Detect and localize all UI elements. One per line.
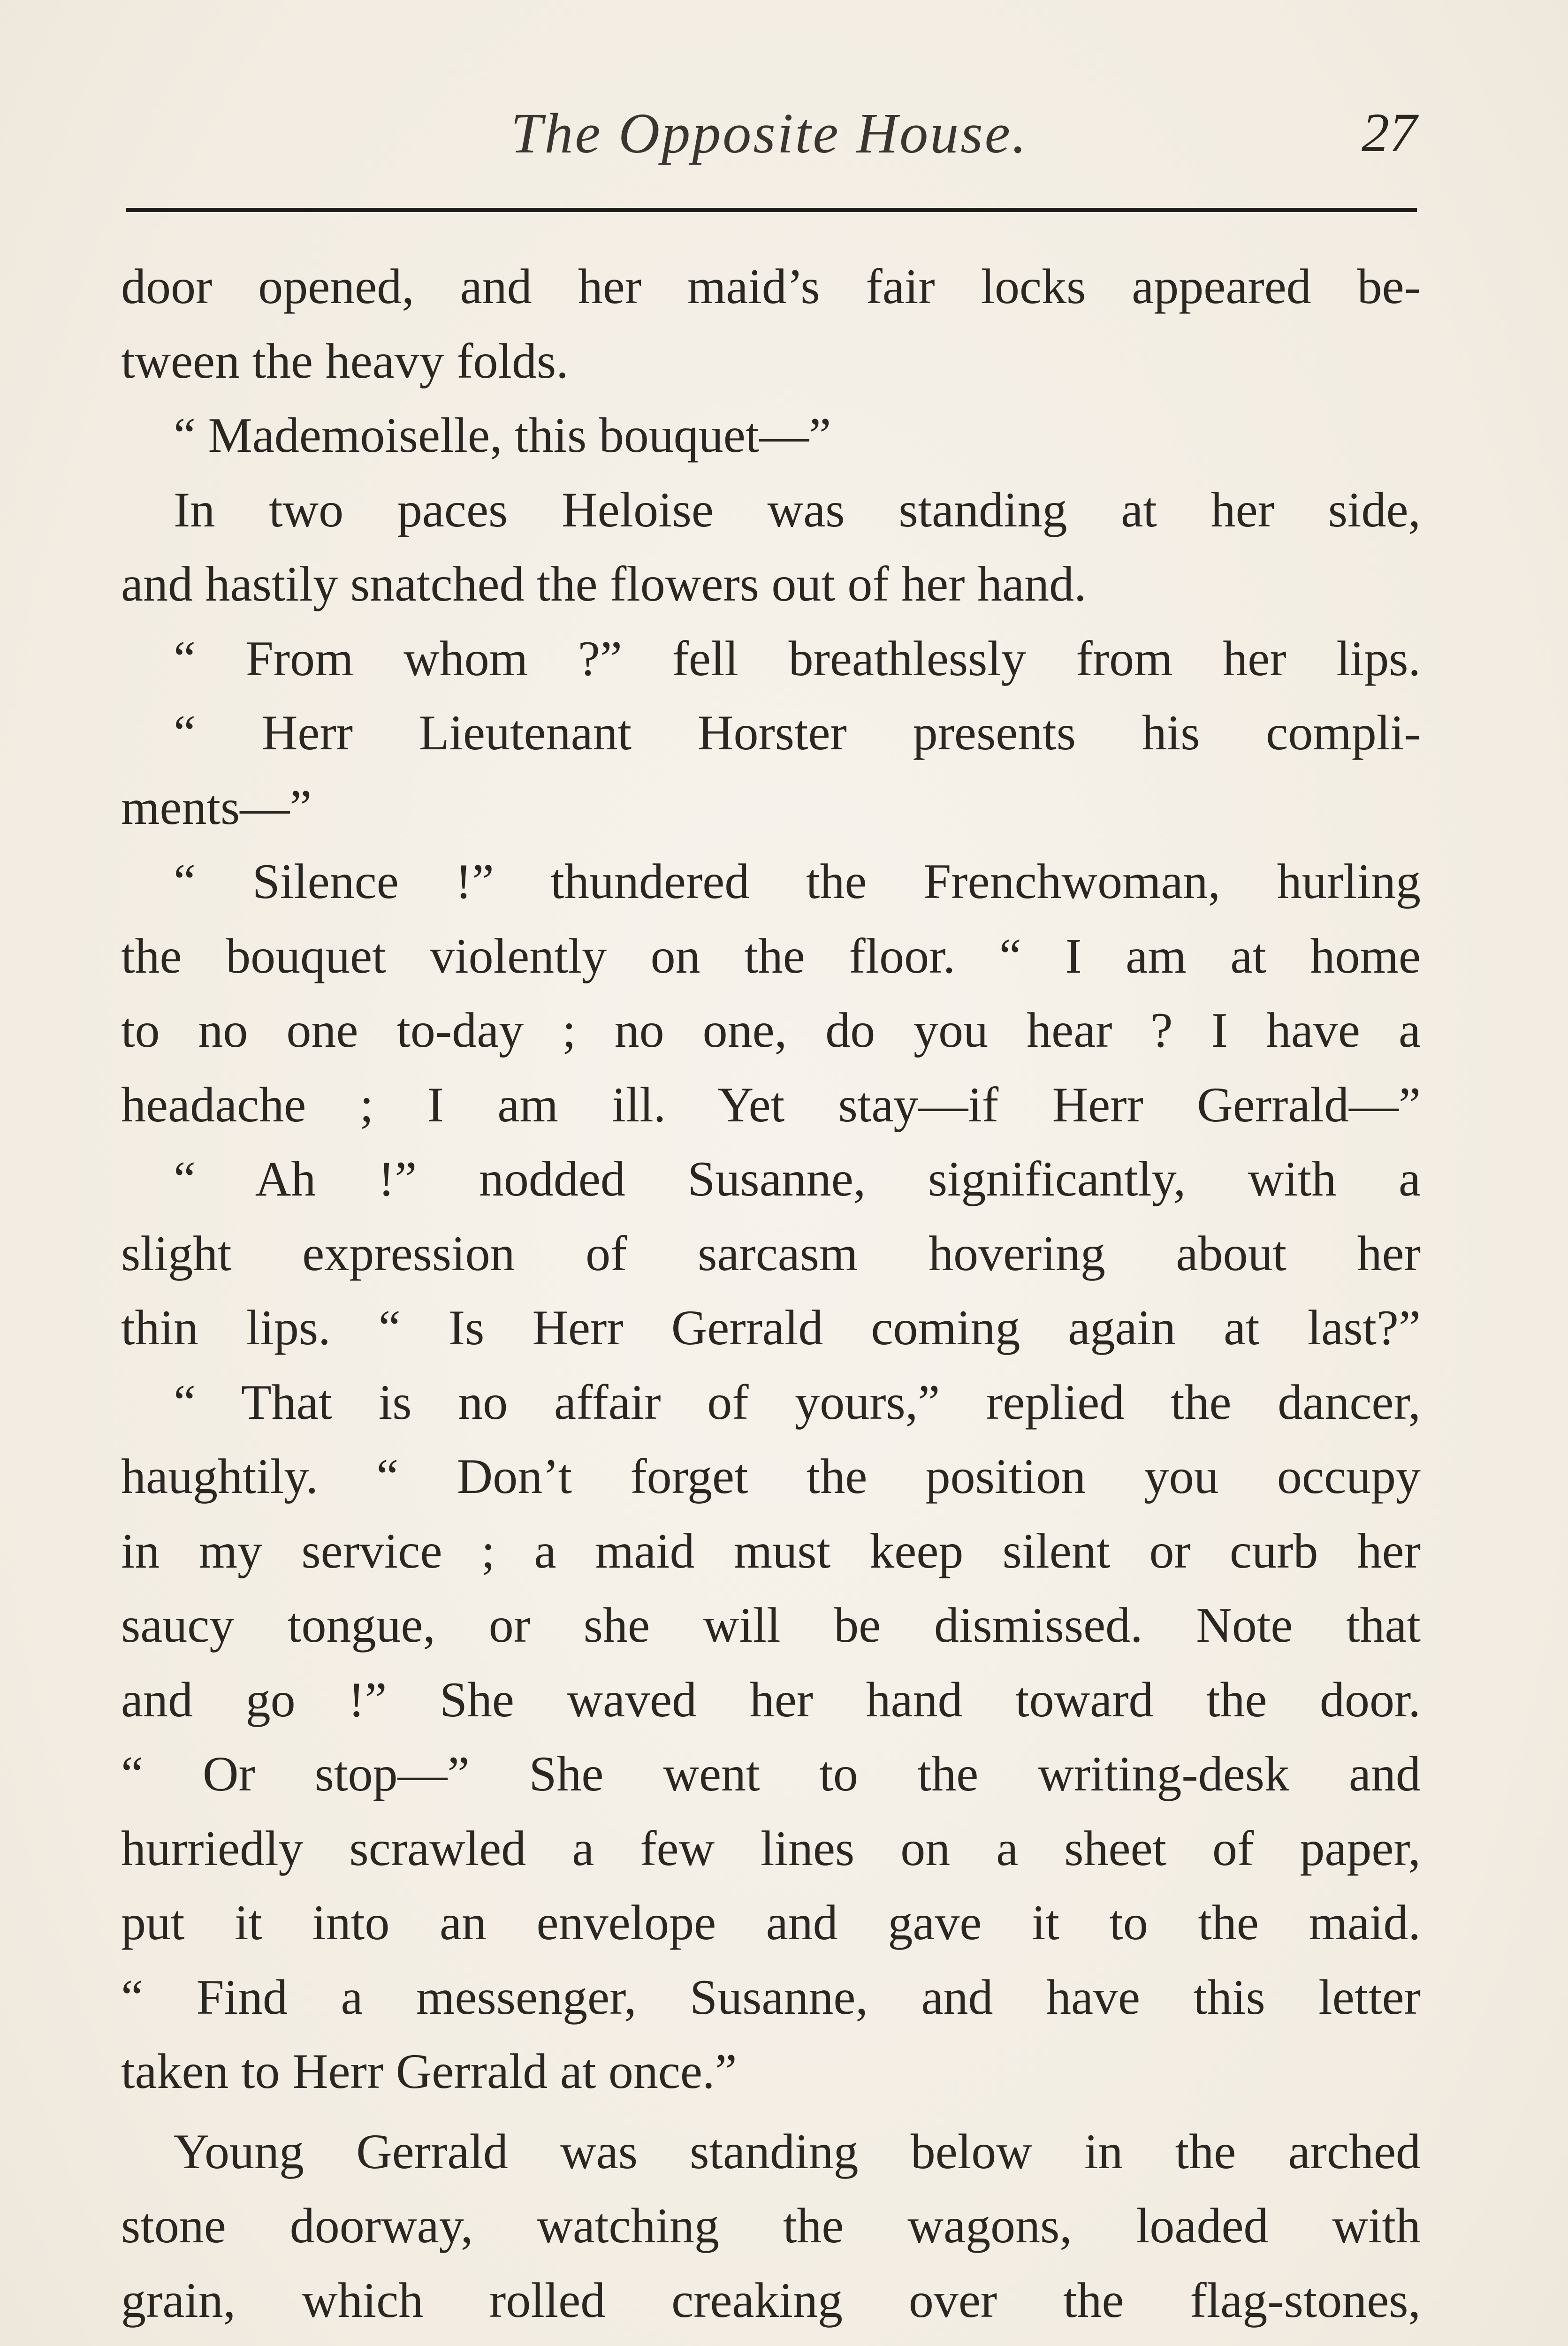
text-line: “ From whom ?” fell breathlessly from her lips. xyxy=(174,631,1421,686)
text-line: slight expression of sarcasm hovering about her xyxy=(121,1226,1421,1281)
header-rule xyxy=(126,208,1417,212)
running-head xyxy=(122,101,1417,171)
text-line: headache ; I am ill. Yet stay—if Herr Gerrald—” xyxy=(121,1077,1421,1132)
text-line: and go !” She waved her hand toward the door. xyxy=(121,1672,1421,1727)
text-line: “ That is no affair of yours,” replied the dancer, xyxy=(174,1374,1421,1430)
text-line: stone doorway, watching the wagons, loaded with xyxy=(121,2198,1421,2253)
text-line: “ Silence !” thundered the Frenchwoman, hurling xyxy=(174,854,1421,909)
text-line: “ Find a messenger, Susanne, and have this letter xyxy=(121,1969,1421,2025)
text-line: haughtily. “ Don’t forget the position you occupy xyxy=(121,1449,1421,1504)
text-line: door opened, and her maid’s fair locks appeared be- xyxy=(121,259,1421,314)
page-number: 27 xyxy=(1362,102,1417,163)
text-line: Young Gerrald was standing below in the arched xyxy=(174,2124,1421,2179)
text-line: “ Ah !” nodded Susanne, significantly, with a xyxy=(174,1151,1421,1206)
text-line: tween the heavy folds. xyxy=(121,333,569,388)
text-line: In two paces Heloise was standing at her side, xyxy=(174,482,1421,537)
text-line: and hastily snatched the flowers out of her hand. xyxy=(121,556,1087,611)
text-line: ments—” xyxy=(121,779,312,835)
text-line: in my service ; a maid must keep silent or curb her xyxy=(121,1523,1421,1578)
text-line: “ Mademoiselle, this bouquet—” xyxy=(174,408,831,463)
text-line: taken to Herr Gerrald at once.” xyxy=(121,2044,737,2099)
text-line: saucy tongue, or she will be dismissed. Note that xyxy=(121,1598,1421,1653)
body-text xyxy=(121,250,1421,2338)
text-line: put it into an envelope and gave it to the maid. xyxy=(121,1895,1421,1950)
running-title: The Opposite House. xyxy=(510,102,1028,165)
text-line: grain, which rolled creaking over the flag-stones, xyxy=(121,2272,1421,2328)
text-line: the bouquet violently on the floor. “ I am at home xyxy=(121,928,1421,983)
text-line: thin lips. “ Is Herr Gerrald coming again at last?” xyxy=(121,1300,1421,1355)
text-line: hurriedly scrawled a few lines on a sheet of paper, xyxy=(121,1820,1421,1876)
text-line: “ Or stop—” She went to the writing-desk and xyxy=(121,1746,1421,1801)
text-line: “ Herr Lieutenant Horster presents his compli- xyxy=(174,705,1421,760)
text-line: to no one to-day ; no one, do you hear ? I have a xyxy=(121,1003,1421,1058)
